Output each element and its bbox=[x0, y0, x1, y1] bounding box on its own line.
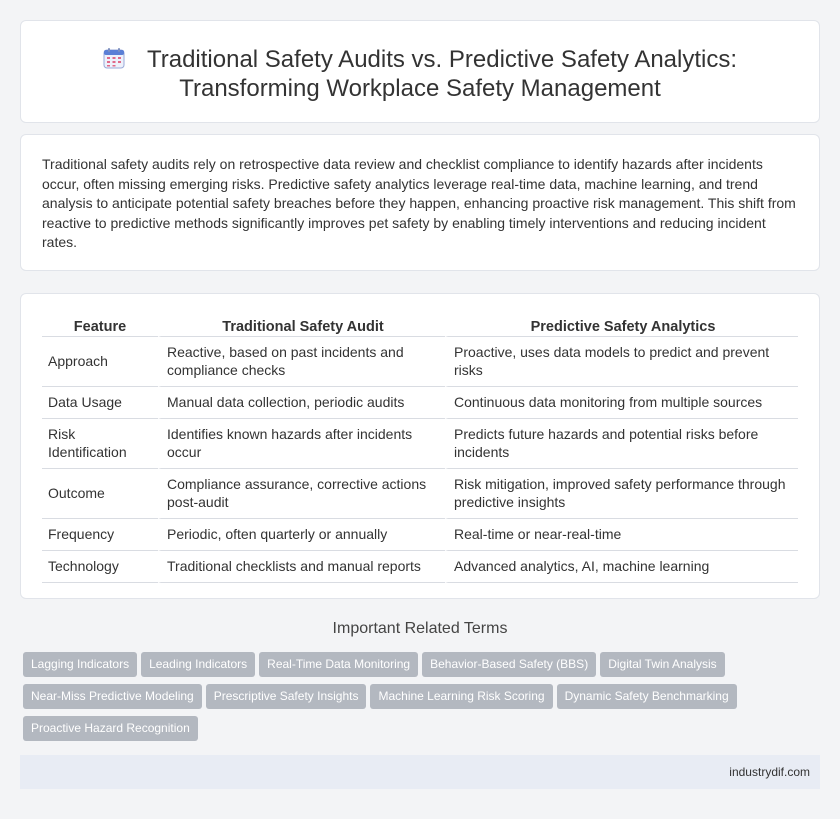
title-line-1: Traditional Safety Audits vs. Predictive Safety Analytics: bbox=[146, 46, 738, 73]
feature-cell: Frequency bbox=[42, 519, 158, 551]
tag-dynamic-safety-benchmarking[interactable]: Dynamic Safety Benchmarking bbox=[557, 684, 737, 709]
table-row bbox=[42, 419, 798, 469]
feature-cell: Data Usage bbox=[42, 387, 158, 419]
traditional-cell: Compliance assurance, corrective actions post-audit bbox=[158, 469, 445, 519]
predictive-cell: Predicts future hazards and potential risks before incidents bbox=[445, 419, 798, 469]
header-traditional: Traditional Safety Audit bbox=[158, 314, 445, 337]
page-title bbox=[21, 45, 819, 103]
comparison-table bbox=[42, 314, 798, 583]
tag-proactive-hazard-recognition[interactable]: Proactive Hazard Recognition bbox=[23, 716, 198, 741]
predictive-cell: Advanced analytics, AI, machine learning bbox=[445, 551, 798, 583]
title-card bbox=[20, 20, 820, 123]
feature-cell: Outcome bbox=[42, 469, 158, 519]
comparison-table-card bbox=[20, 293, 820, 599]
tag-near-miss-predictive-modeling[interactable]: Near-Miss Predictive Modeling bbox=[23, 684, 202, 709]
header-feature: Feature bbox=[42, 314, 158, 337]
traditional-cell: Manual data collection, periodic audits bbox=[158, 387, 445, 419]
related-terms-heading: Important Related Terms bbox=[332, 620, 508, 637]
calendar-icon bbox=[103, 47, 125, 69]
title-line-2: Transforming Workplace Safety Management bbox=[179, 75, 661, 102]
related-terms-tags bbox=[23, 652, 803, 748]
tag-machine-learning-risk-scoring[interactable]: Machine Learning Risk Scoring bbox=[370, 684, 552, 709]
table-row bbox=[42, 337, 798, 387]
table-row bbox=[42, 387, 798, 419]
tag-real-time-data-monitoring[interactable]: Real-Time Data Monitoring bbox=[259, 652, 418, 677]
tag-leading-indicators[interactable]: Leading Indicators bbox=[141, 652, 255, 677]
predictive-cell: Real-time or near-real-time bbox=[445, 519, 798, 551]
traditional-cell: Reactive, based on past incidents and compliance checks bbox=[158, 337, 445, 387]
feature-cell: Approach bbox=[42, 337, 158, 387]
table-row bbox=[42, 551, 798, 583]
traditional-cell: Periodic, often quarterly or annually bbox=[158, 519, 445, 551]
predictive-cell: Continuous data monitoring from multiple sources bbox=[445, 387, 798, 419]
traditional-cell: Identifies known hazards after incidents occur bbox=[158, 419, 445, 469]
tag-lagging-indicators[interactable]: Lagging Indicators bbox=[23, 652, 137, 677]
intro-paragraph: Traditional safety audits rely on retrospective data review and checklist compliance to identify hazards after incidents occur, often missing emerging risks. Predictive safety analytics leverage real-time data, machine learning, and trend analysis to anticipate potential safety breaches before they happen, enhancing proactive risk management. This shift from reactive to predictive methods significantly improves pet safety by enabling timely interventions and reducing incident rates. bbox=[42, 156, 796, 251]
tag-prescriptive-safety-insights[interactable]: Prescriptive Safety Insights bbox=[206, 684, 367, 709]
footer bbox=[20, 755, 820, 789]
table-row bbox=[42, 469, 798, 519]
table-row bbox=[42, 519, 798, 551]
header-predictive: Predictive Safety Analytics bbox=[445, 314, 798, 337]
predictive-cell: Proactive, uses data models to predict and prevent risks bbox=[445, 337, 798, 387]
predictive-cell: Risk mitigation, improved safety performance through predictive insights bbox=[445, 469, 798, 519]
footer-site-link[interactable]: industrydif.com bbox=[729, 765, 810, 779]
traditional-cell: Traditional checklists and manual reports bbox=[158, 551, 445, 583]
intro-card bbox=[20, 134, 820, 271]
feature-cell: Risk Identification bbox=[42, 419, 158, 469]
feature-cell: Technology bbox=[42, 551, 158, 583]
table-header-row bbox=[42, 314, 798, 337]
tag-digital-twin-analysis[interactable]: Digital Twin Analysis bbox=[600, 652, 725, 677]
tag-behavior-based-safety[interactable]: Behavior-Based Safety (BBS) bbox=[422, 652, 596, 677]
